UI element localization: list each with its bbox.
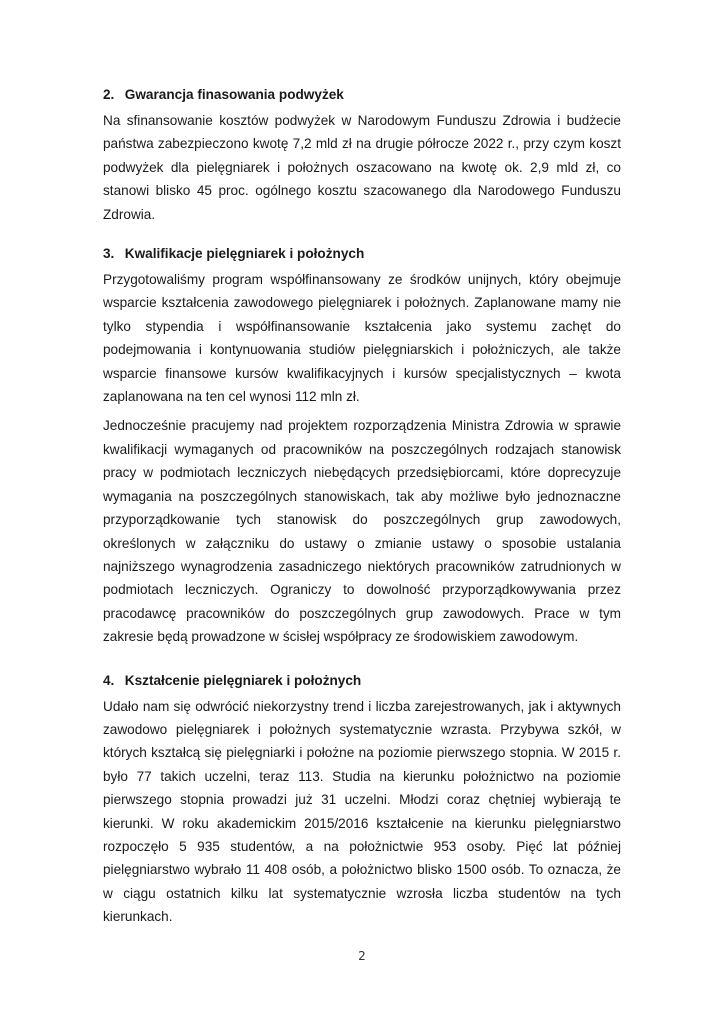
section-heading	[103, 671, 621, 691]
section-heading	[103, 85, 621, 105]
document-page	[103, 85, 621, 929]
section-number: 3.	[103, 246, 115, 262]
section-qualifications	[103, 244, 621, 649]
section-number: 2.	[103, 87, 115, 102]
paragraph: Przygotowaliśmy program współfinansowany ze środków unijnych, który obejmuje wsparcie kształcenia zawodowego pielęgniarek i położnych. Zaplanowane mamy nie tylko stypendia i współfinansowanie kształcenia jako systemu zachęt do podejmowania i kontynuowania studiów pielęgniarskich i położniczych, ale także wsparcie finansowe kursów kwalifikacyjnych i kursów specjalistycznych – kwota zaplanowana na ten cel wynosi 112 mln zł.	[103, 272, 621, 405]
section-heading	[103, 244, 621, 264]
paragraph: Na sfinansowanie kosztów podwyżek w Narodowym Funduszu Zdrowia i budżecie państwa zabezpieczono kwotę 7,2 mld zł na drugie półrocze 2022 r., przy czym koszt podwyżek dla pielęgniarek i położnych oszacowano na kwotę ok. 2,9 mld zł, co stanowi blisko 45 proc. ogólnego kosztu szacowanego dla Narodowego Funduszu Zdrowia.	[103, 113, 621, 222]
paragraph: Udało nam się odwrócić niekorzystny trend i liczba zarejestrowanych, jak i aktywnych zawodowo pielęgniarek i położnych systematycznie wzrasta. Przybywa szkół, w których kształcą się pielęgniarki i położne na poziomie pierwszego stopnia. W 2015 r. było 77 takich uczelni, teraz 113. Studia na kierunku położnictwo na poziomie pierwszego stopnia prowadzi już 31 uczelni. Młodzi coraz chętniej wybierają te kierunki. W roku akademickim 2015/2016 kształcenie na kierunku pielęgniarstwo rozpoczęło 5 935 studentów, a na położnictwie 953 osoby. Pięć lat później pielęgniarstwo wybrało 11 408 osób, a położnictwo blisko 1500 osób. To oznacza, że w ciągu ostatnich kilku lat systematycznie wzrosła liczba studentów na tych kierunkach.	[103, 698, 621, 925]
paragraph: Jednocześnie pracujemy nad projektem rozporządzenia Ministra Zdrowia w sprawie kwalifikacji wymaganych od pracowników na poszczególnych rodzajach stanowisk pracy w podmiotach leczniczych niebędących przedsiębiorcami, które doprecyzuje wymagania na poszczególnych stanowiskach, tak aby możliwe było jednoznaczne przyporządkowanie tych stanowisk do poszczególnych grup zawodowych, określonych w załączniku do ustawy o zmianie ustawy o sposobie ustalania najniższego wynagrodzenia zasadniczego niektórych pracowników zatrudnionych w podmiotach leczniczych. Ograniczy to dowolność przyporządkowywania przez pracodawcę pracowników do poszczególnych grup zawodowych. Prace w tym zakresie będą prowadzone w ścisłej współpracy ze środowiskiem zawodowym.	[103, 418, 621, 645]
section-title: Kwalifikacje pielęgniarek i położnych	[124, 246, 365, 262]
section-title: Gwarancja finasowania podwyżek	[124, 87, 344, 102]
section-education	[103, 671, 621, 929]
section-title: Kształcenie pielęgniarek i położnych	[124, 672, 362, 688]
section-funding-guarantee	[103, 85, 621, 226]
section-number: 4.	[103, 672, 115, 688]
page-number: 2	[358, 949, 366, 963]
